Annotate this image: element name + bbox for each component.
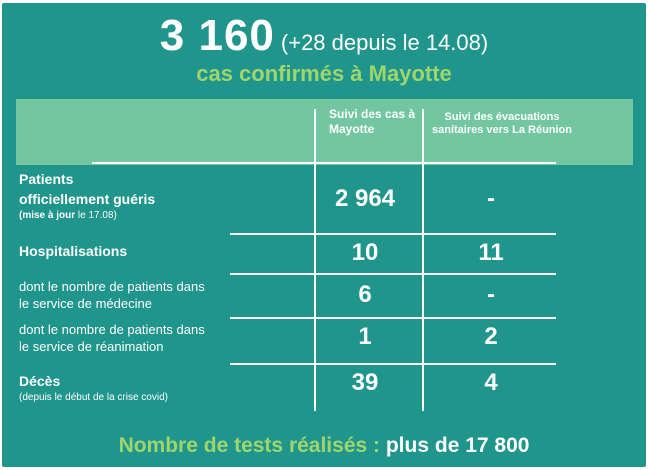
row-divider: [230, 317, 556, 319]
row-label-line: dont le nombre de patients dans: [19, 279, 205, 294]
hospitalisations-mayotte-value: 10: [351, 239, 379, 266]
row-label-medicine: [19, 278, 205, 312]
since-date-text: (+28 depuis le 14.08): [280, 30, 489, 55]
row-label-line: officiellement guéris: [19, 191, 156, 207]
confirmed-cases-subtitle: cas confirmés à Mayotte: [196, 61, 452, 86]
row-label-line: le service de médecine: [19, 296, 152, 311]
update-note-bold: (mise à jour: [19, 210, 76, 221]
row-label-deaths: [19, 371, 168, 405]
recovered-mayotte-value: 2 964: [334, 185, 396, 212]
medicine-mayotte-value: 6: [358, 281, 372, 308]
row-divider: [230, 233, 556, 235]
update-note-date: le 17.08): [75, 210, 117, 221]
column-divider-right: [422, 109, 424, 411]
row-label-intensive-care: [19, 321, 205, 355]
row-divider: [230, 363, 556, 365]
total-cases-number: 3 160: [159, 11, 275, 60]
tests-value: plus de 17 800: [385, 434, 530, 457]
table-header-band: [16, 99, 633, 165]
row-label-line: le service de réanimation: [19, 339, 164, 354]
deaths-note: (depuis le début de la crise covid): [19, 392, 168, 403]
row-divider: [92, 162, 556, 164]
column-header-mayotte: Suivi des cas à Mayotte: [329, 107, 416, 136]
row-label-recovered: [19, 169, 155, 223]
intensive-care-mayotte-value: 1: [358, 323, 372, 350]
update-note: [19, 209, 155, 223]
deaths-mayotte-value: 39: [351, 369, 379, 396]
intensive-care-evacuation-value: 2: [484, 323, 498, 350]
infographic-card: [2, 3, 646, 467]
row-label-line: Décès: [19, 373, 61, 389]
tests-summary: [2, 434, 646, 458]
column-header-evacuations: Suivi des évacuations sanitaires vers La Réunion: [432, 111, 572, 136]
headline: [2, 11, 646, 61]
row-divider: [230, 273, 556, 275]
row-label-hospitalisations: Hospitalisations: [19, 243, 128, 259]
row-label-line: dont le nombre de patients dans: [19, 322, 205, 337]
tests-label: Nombre de tests réalisés :: [118, 434, 381, 457]
hospitalisations-evacuation-value: 11: [478, 239, 504, 266]
medicine-evacuation-value: -: [487, 281, 495, 308]
row-label-line: Patients: [19, 171, 74, 187]
deaths-evacuation-value: 4: [484, 369, 498, 396]
recovered-evacuation-value: -: [487, 185, 495, 212]
